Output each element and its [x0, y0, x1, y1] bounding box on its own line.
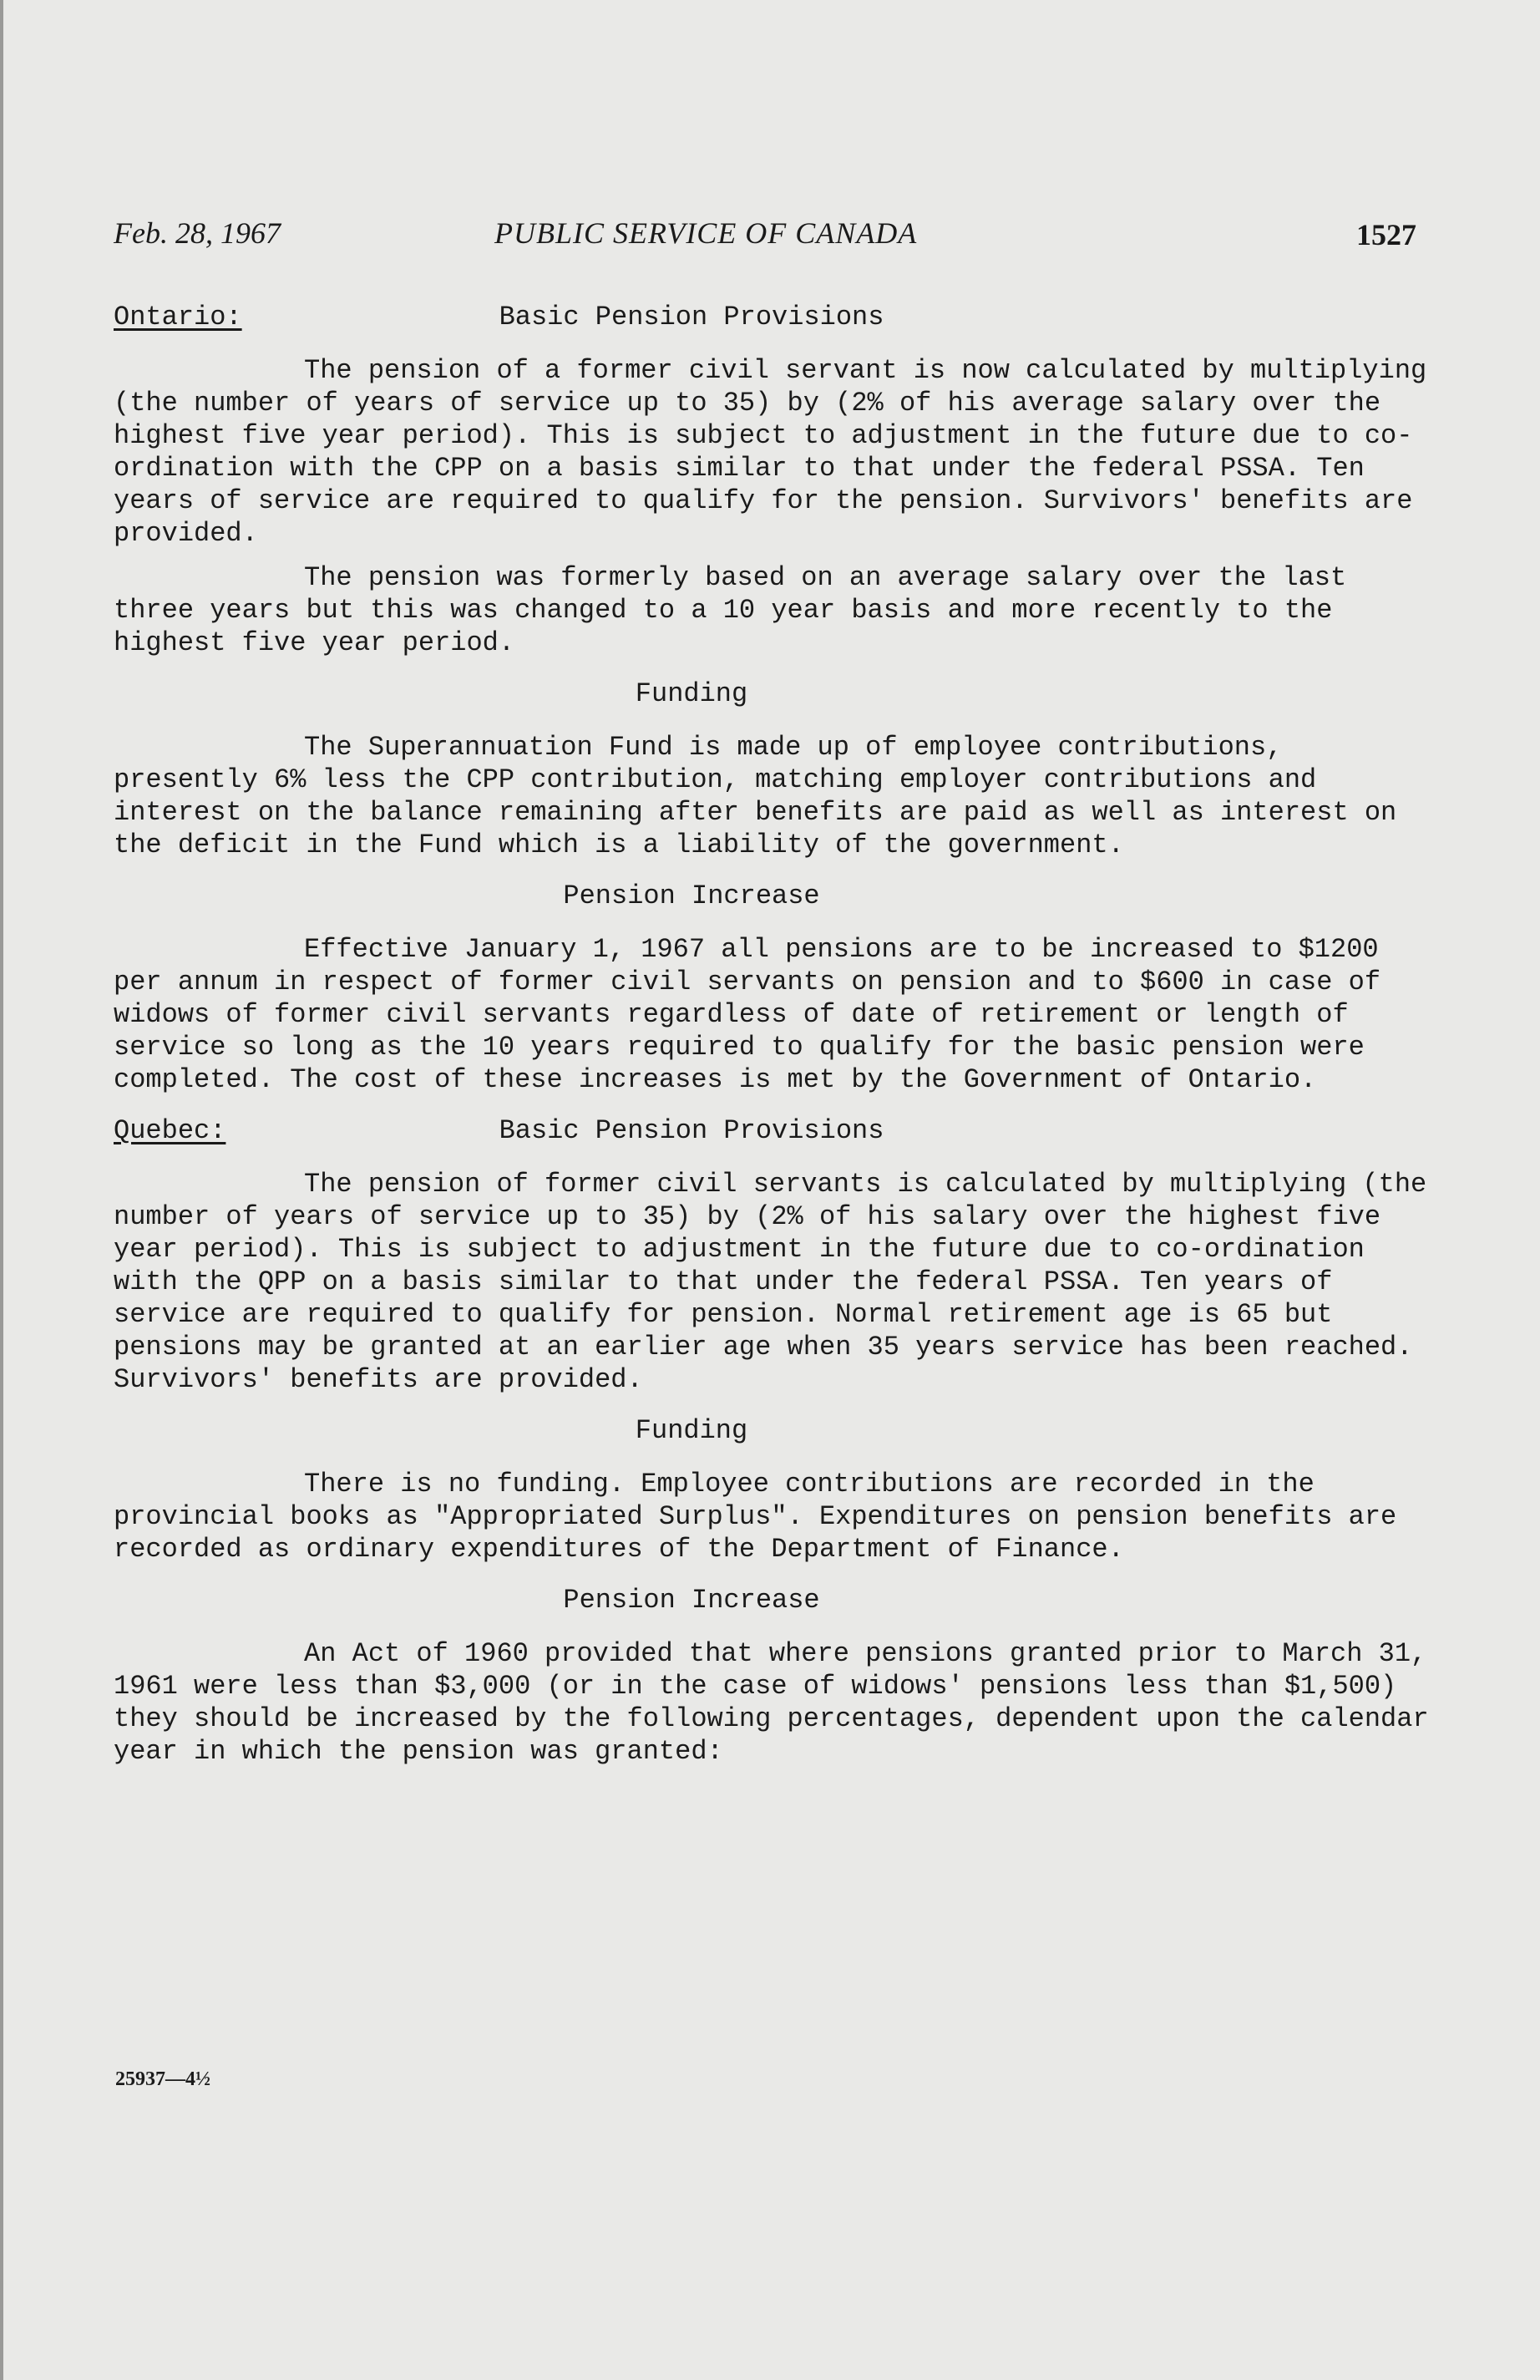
quebec-provisions-paragraph: The pension of former civil servants is calculated by multiplying (the number of years of service up to 35) by (2% of his salary over the highest five year period). This is subject to adjustment in the future due to co-ordination with the QPP on a basis similar to that under the federal PSSA. Ten years of service are required to qualify for pension. Normal retirement age is 65 but pensions may be granted at an earlier age when 35 years service has been reached. Survivors' benefits are provided. [114, 1169, 1427, 1395]
ontario-basic-provisions-heading: Basic Pension Provisions [499, 302, 884, 332]
ontario-increase-heading: Pension Increase [563, 880, 820, 911]
ontario-funding-paragraph: The Superannuation Fund is made up of employee contributions, presently 6% less the CPP contribution, matching employer contributions and interest on the balance remaining after benefits are paid as well as interest on the deficit in the Fund which is a liability of the government. [114, 732, 1397, 860]
quebec-increase-heading: Pension Increase [563, 1585, 820, 1616]
printer-signature-mark: 25937—4½ [115, 2068, 210, 2090]
page-header [114, 216, 1416, 257]
ontario-label: Ontario: [114, 302, 242, 332]
ontario-history-paragraph: The pension was formerly based on an average salary over the last three years but this was changed to a 10 year basis and more recently to the highest five year period. [114, 562, 1347, 658]
header-journal-title: PUBLIC SERVICE OF CANADA [494, 216, 918, 250]
quebec-increase-paragraph: An Act of 1960 provided that where pensions granted prior to March 31, 1961 were less than $3,000 (or in the case of widows' pensions less than $1,500) they should be increased by the following percentages, dependent upon the calendar year in which the pension was granted: [114, 1638, 1429, 1767]
quebec-label: Quebec: [114, 1115, 226, 1146]
quebec-funding-heading: Funding [635, 1415, 748, 1446]
header-date: Feb. 28, 1967 [114, 216, 281, 250]
ontario-increase-paragraph: Effective January 1, 1967 all pensions are to be increased to $1200 per annum in respect of former civil servants on pension and to $600 in case of widows of former civil servants regardless of date of retirement or length of service so long as the 10 years required to qualify for the basic pension were completed. The cost of these increases is met by the Government of Ontario. [114, 934, 1381, 1095]
page-number: 1527 [1356, 218, 1416, 251]
quebec-basic-provisions-heading: Basic Pension Provisions [499, 1115, 884, 1146]
document-body [114, 301, 1450, 1779]
ontario-section [114, 301, 1450, 1096]
quebec-funding-paragraph: There is no funding. Employee contributions are recorded in the provincial books as "Appropriated Surplus". Expenditures on pension benefits are recorded as ordinary expenditures of the Department of Finance. [114, 1469, 1397, 1565]
page-edge [0, 0, 3, 2380]
quebec-section [114, 1114, 1450, 1768]
ontario-funding-heading: Funding [635, 678, 748, 709]
ontario-provisions-paragraph: The pension of a former civil servant is now calculated by multiplying (the number of years of service up to 35) by (2% of his average salary over the highest five year period). This is subject to adjustment in the future due to co-ordination with the CPP on a basis similar to that under the federal PSSA. Ten years of service are required to qualify for the pension. Survivors' benefits are provided. [114, 355, 1427, 549]
